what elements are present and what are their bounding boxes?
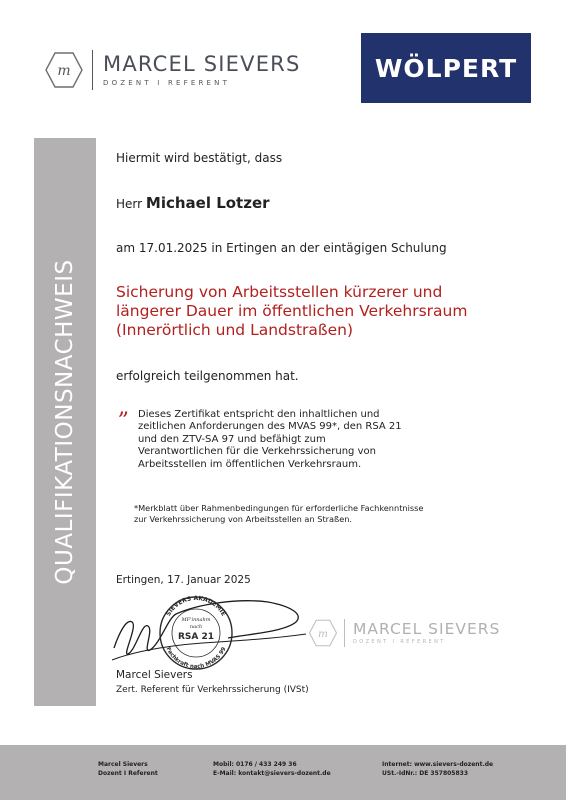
statement-line: Dieses Zertifikat entspricht den inhaltlichen und — [138, 409, 380, 420]
footer-vat-id: USt.-IdNr.: DE 357805833 — [382, 770, 468, 777]
signer-name: Marcel Sievers — [116, 669, 193, 681]
course-title-line: längerer Dauer im öffentlichen Verkehrsraum — [116, 302, 468, 320]
logo-divider — [92, 50, 93, 90]
signer-title: Zert. Referent für Verkehrssicherung (IVSt) — [116, 685, 309, 695]
certificate-statement — [138, 409, 468, 471]
course-title-line: Sicherung von Arbeitsstellen kürzerer und — [116, 283, 443, 301]
footer — [0, 745, 566, 800]
date-line: am 17.01.2025 in Ertingen an der eintägigen Schulung — [116, 241, 447, 255]
marcel-sievers-logo-watermark — [308, 618, 500, 648]
footer-contact-details — [213, 760, 331, 778]
intro-text: Hiermit wird bestätigt, dass — [116, 151, 283, 165]
brand-name: WÖLPERT — [374, 53, 518, 83]
logo-name: MARCEL SIEVERS — [353, 620, 501, 638]
hexagon-monogram-icon — [44, 50, 84, 90]
footer-website: Internet: www.sievers-dozent.de — [382, 761, 494, 768]
statement-line: zeitlichen Anforderungen des MVAS 99*, den RSA 21 — [138, 421, 402, 433]
woelpert-brand-logo — [361, 33, 531, 103]
stamp-inner-text: MF'innahm — [181, 617, 211, 623]
academy-stamp — [160, 595, 232, 670]
statement-line: Verantwortlichen für die Verkehrssicherung von — [138, 446, 376, 458]
footer-line: Marcel Sievers — [98, 761, 148, 768]
footnote — [134, 503, 524, 525]
svg-text:m: m — [318, 627, 328, 640]
marcel-sievers-logo — [44, 50, 300, 90]
signature-stamp-graphic — [108, 588, 318, 673]
statement-line: Arbeitsstellen im öffentlichen Verkehrsraum. — [138, 458, 362, 470]
footer-web-tax — [382, 760, 493, 778]
stamp-code: RSA 21 — [177, 632, 215, 642]
stamp-inner-text: nach — [189, 624, 203, 630]
logo-divider — [344, 619, 345, 647]
statement-line: und den ZTV-SA 97 und befähigt zum — [138, 433, 326, 445]
footer-contact-name — [98, 760, 158, 778]
logo-subtitle: DOZENT I REFERENT — [103, 79, 231, 87]
recipient-name: Michael Lotzer — [145, 194, 270, 212]
sidebar-title: QUALIFIKATIONSNACHWEIS — [52, 259, 78, 585]
footnote-line: zur Verkehrssicherung von Arbeitsstellen an Straßen. — [134, 514, 353, 524]
success-text: erfolgreich teilgenommen hat. — [116, 369, 299, 383]
course-title — [116, 283, 536, 340]
course-title-line: (Innerörtlich und Landstraßen) — [116, 321, 354, 339]
stamp-bottom-text: Fachkraft nach MVAS 99 — [164, 646, 228, 671]
svg-text:m: m — [57, 63, 71, 79]
handwritten-signature — [112, 601, 306, 660]
footer-email: E-Mail: kontakt@sievers-dozent.de — [213, 770, 331, 777]
logo-name: MARCEL SIEVERS — [103, 52, 301, 76]
footer-line: Dozent I Referent — [98, 770, 158, 777]
stamp-top-text: SIEVERS AKADEMIE — [164, 594, 228, 618]
footnote-line: *Merkblatt über Rahmenbedingungen für erforderliche Fachkenntnisse — [134, 503, 424, 513]
place-date: Ertingen, 17. Januar 2025 — [116, 574, 251, 586]
svg-text:SIEVERS AKADEMIE — [165, 595, 227, 617]
recipient-line — [116, 194, 270, 212]
hexagon-monogram-icon — [308, 618, 338, 648]
footer-phone: Mobil: 0176 / 433 249 36 — [213, 761, 297, 768]
quote-mark-icon: „ — [118, 395, 130, 420]
salutation: Herr — [116, 197, 143, 211]
logo-subtitle: DOZENT I REFERENT — [353, 639, 446, 645]
svg-text:Fachkraft nach MVAS 99 — [165, 646, 228, 670]
sidebar-panel — [34, 138, 96, 706]
